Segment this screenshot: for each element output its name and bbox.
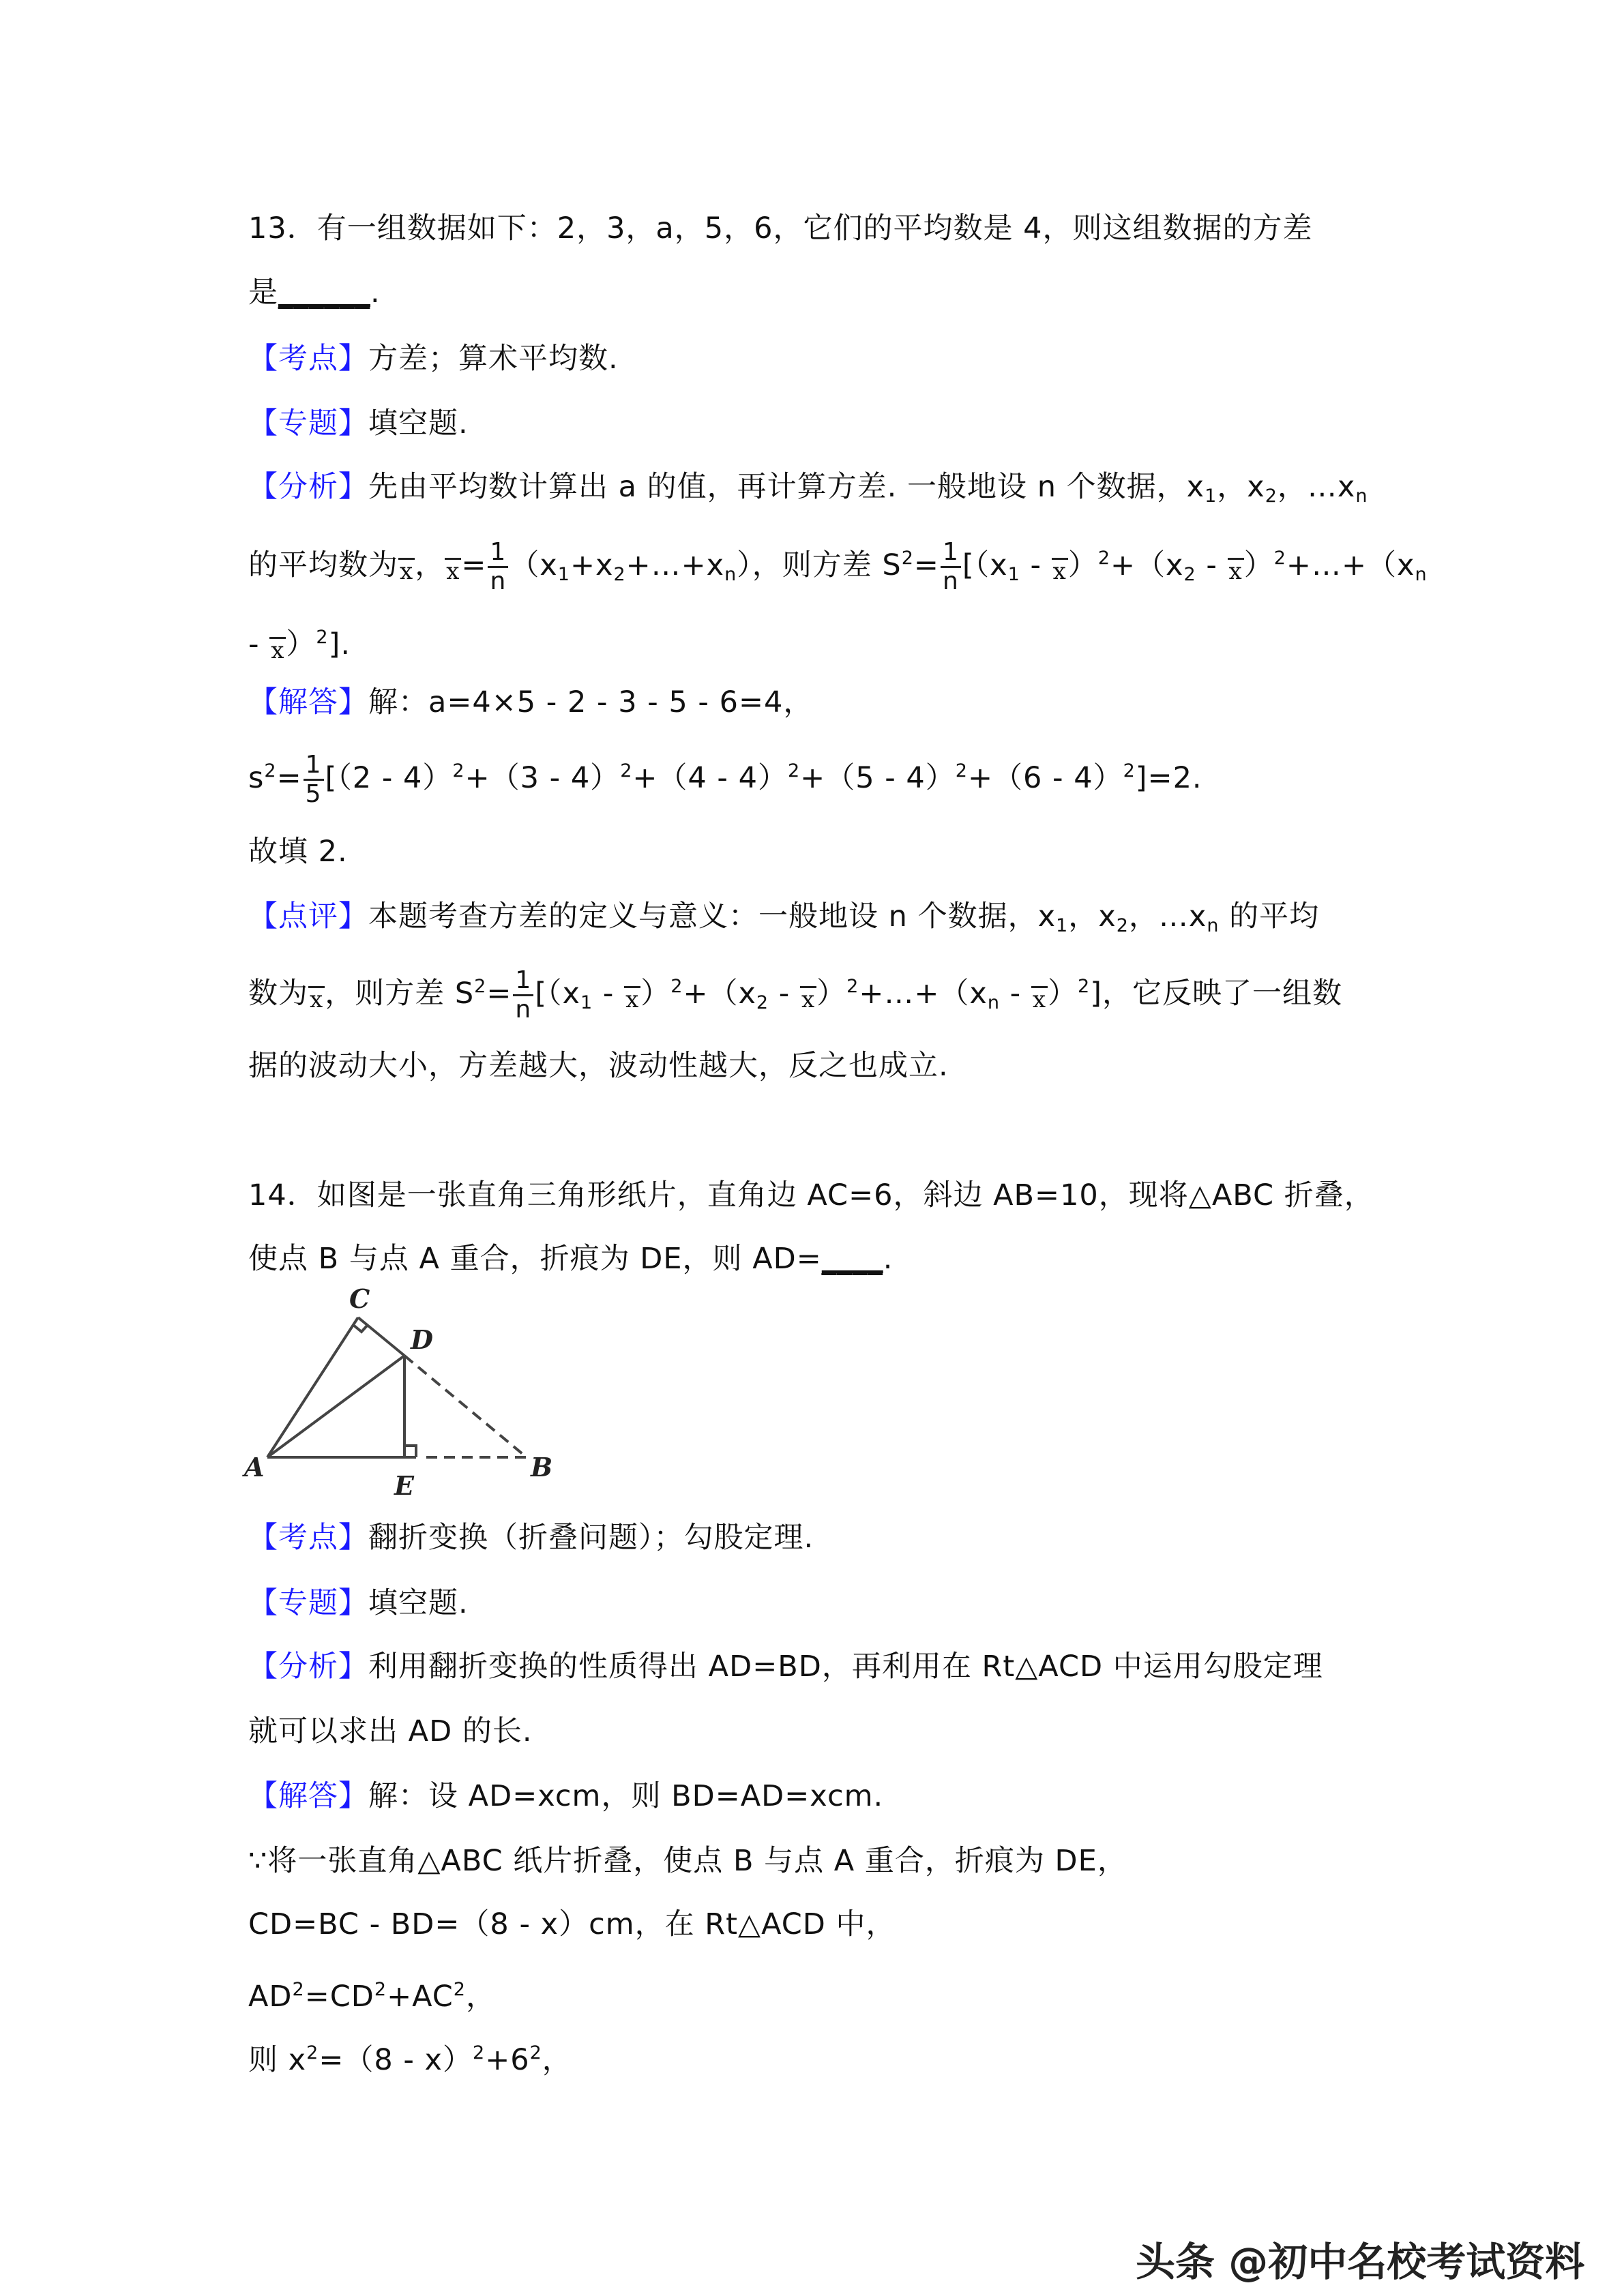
text-run: CD=BC - BD=（8 - x）cm，在 Rt△ACD 中， (248, 1907, 896, 1941)
dashed-db (404, 1356, 527, 1457)
text-run: = (461, 548, 487, 582)
text-run: 使点 B 与点 A 重合，折痕为 DE，则 AD= (248, 1242, 822, 1276)
denominator: n (515, 996, 532, 1024)
section-tag: 【解答】 (248, 1779, 368, 1813)
fraction (304, 751, 324, 808)
text-run: [（x (535, 976, 581, 1011)
text-run: 13．有一组数据如下：2，3，a，5，6，它们的平均数是 4，则这组数据的方差 (248, 211, 1313, 245)
text-run: 填空题. (368, 1586, 469, 1620)
text-run: 利用翻折变换的性质得出 AD=BD，再利用在 Rt△ACD 中运用勾股定理 (368, 1650, 1323, 1684)
text-line (248, 967, 1342, 1024)
subscript: 2 (1116, 915, 1129, 936)
mean-x-bar: x (271, 637, 285, 664)
text-run: 解：设 AD=xcm，则 BD=AD=xcm. (368, 1779, 884, 1813)
text-line (248, 1584, 469, 1622)
text-run: +（x (1110, 548, 1184, 582)
fraction (488, 539, 508, 595)
superscript: 2 (292, 1979, 305, 2000)
label-b: B (531, 1452, 553, 1482)
text-run: 的平均数为 (248, 548, 398, 582)
text-run: ∵将一张直角△ABC 纸片折叠，使点 B 与点 A 重合，折痕为 DE， (248, 1844, 1127, 1878)
text-run: - (1196, 548, 1228, 582)
right-angle-c (353, 1325, 368, 1332)
subscript: 1 (1007, 564, 1020, 585)
text-run: ]. (328, 627, 351, 661)
subscript: n (987, 992, 1000, 1013)
label-c: C (349, 1283, 370, 1314)
text-run: ]，它反映了一组数 (1090, 976, 1342, 1011)
right-angle-e (404, 1446, 416, 1457)
denominator: n (490, 567, 507, 595)
section-tag: 【专题】 (248, 406, 368, 441)
mean-x-bar: x (1032, 986, 1047, 1013)
superscript: 2 (474, 976, 487, 997)
mean-x-bar: x (625, 986, 640, 1013)
text-run: ） (1067, 548, 1098, 582)
mean-x-bar: x (310, 986, 324, 1013)
text-run: ， (465, 1980, 496, 2014)
text-line (248, 683, 813, 721)
text-run: 先由平均数计算出 a 的值，再计算方差. 一般地设 n 个数据，x (368, 470, 1205, 504)
text-run: +AC (387, 1980, 454, 2014)
superscript: 2 (316, 627, 329, 648)
denominator: 5 (305, 780, 322, 808)
numerator: 1 (304, 751, 324, 781)
subscript: 1 (557, 564, 570, 585)
superscript: 2 (264, 760, 277, 781)
side-cd (358, 1317, 404, 1356)
answer-blank: ______ (278, 275, 370, 310)
superscript: 2 (670, 976, 683, 997)
text-run: =（8 - x） (319, 2043, 473, 2077)
fraction (513, 967, 533, 1024)
superscript: 2 (787, 760, 801, 781)
section-tag: 【考点】 (248, 342, 368, 376)
text-run: ]=2. (1135, 761, 1202, 795)
superscript: 2 (1123, 760, 1136, 781)
section-tag: 【分析】 (248, 470, 368, 504)
text-run: （x (510, 548, 558, 582)
text-run: +（x (683, 976, 756, 1011)
mean-x-bar: x (1052, 558, 1067, 585)
text-line (248, 1648, 1323, 1686)
text-run: ） (286, 627, 316, 661)
text-run: - (593, 976, 625, 1011)
denominator: n (942, 567, 959, 595)
text-run: [（x (962, 548, 1008, 582)
text-run: ，x (1217, 470, 1265, 504)
subscript: 1 (1056, 915, 1069, 936)
text-line (248, 273, 381, 312)
superscript: 2 (901, 548, 914, 569)
text-run: ，x (1068, 899, 1117, 934)
text-run: ） (1048, 976, 1078, 1011)
label-d: D (411, 1324, 433, 1355)
text-run: ） (640, 976, 671, 1011)
superscript: 2 (453, 1979, 466, 2000)
watermark: 头条 @初中名校考试资料 (1136, 2239, 1585, 2285)
text-run: - (999, 976, 1031, 1011)
text-run: 翻折变换（折叠问题）；勾股定理. (368, 1521, 814, 1555)
mean-x-bar: x (801, 986, 816, 1013)
text-run: 则 x (248, 2043, 307, 2077)
mean-x-bar: x (1228, 558, 1243, 585)
segment-ad (267, 1356, 404, 1457)
side-ac (267, 1317, 358, 1457)
superscript: 2 (1273, 548, 1286, 569)
text-run: 的平均 (1219, 899, 1320, 934)
text-run: ， (542, 2043, 572, 2077)
superscript: 2 (1097, 548, 1111, 569)
subscript: 2 (756, 992, 769, 1013)
numerator: 1 (941, 539, 961, 568)
text-run: +（5 - 4） (800, 761, 956, 795)
text-run: [（2 - 4） (325, 761, 453, 795)
subscript: 2 (1183, 564, 1196, 585)
superscript: 2 (306, 2042, 319, 2063)
superscript: 2 (1078, 976, 1091, 997)
section-tag: 【考点】 (248, 1521, 368, 1555)
subscript: n (724, 564, 737, 585)
text-run: = (913, 548, 939, 582)
text-run: ， (415, 548, 445, 582)
text-run: 是 (248, 275, 278, 310)
text-line (248, 618, 351, 664)
text-run: +（3 - 4） (464, 761, 621, 795)
text-run: 据的波动大小，方差越大，波动性越大，反之也成立. (248, 1049, 949, 1083)
superscript: 2 (620, 760, 633, 781)
fraction (941, 539, 961, 595)
superscript: 2 (955, 760, 968, 781)
text-run: +x (570, 548, 614, 582)
text-run: = (486, 976, 512, 1011)
text-run: 故填 2. (248, 835, 348, 869)
subscript: 1 (580, 992, 593, 1013)
subscript: n (1207, 915, 1220, 936)
text-run: 本题考查方差的定义与意义：一般地设 n 个数据，x (368, 899, 1057, 934)
text-run: - (769, 976, 800, 1011)
text-line (248, 1047, 949, 1085)
text-run: 方差；算术平均数. (368, 342, 619, 376)
text-run: - (248, 627, 270, 661)
text-run: 就可以求出 AD 的长. (248, 1714, 533, 1748)
text-line (248, 404, 469, 443)
subscript: 2 (1265, 486, 1278, 507)
label-a: A (244, 1452, 265, 1482)
text-line (248, 1777, 883, 1815)
subscript: 1 (1205, 486, 1217, 507)
answer-blank: ____ (821, 1242, 883, 1276)
text-run: = (276, 761, 302, 795)
text-run: ） (816, 976, 847, 1011)
text-run: =CD (304, 1980, 374, 2014)
text-run: 填空题. (368, 406, 469, 441)
text-line (248, 1712, 533, 1750)
text-run: 数为 (248, 976, 308, 1011)
text-line (248, 1519, 814, 1557)
text-run: . (370, 275, 381, 310)
text-run: ，则方差 S (325, 976, 475, 1011)
superscript: 2 (529, 2042, 542, 2063)
text-run: ），则方差 S (737, 548, 902, 582)
text-line (248, 209, 1313, 248)
text-run: - (1020, 548, 1052, 582)
text-run: +…+x (625, 548, 725, 582)
text-line (248, 1240, 893, 1278)
text-line (248, 751, 1202, 808)
text-line (248, 340, 619, 378)
text-line (248, 897, 1319, 945)
text-line (248, 1971, 496, 2016)
text-line (248, 1842, 1127, 1880)
subscript: n (1415, 564, 1428, 585)
text-run: +6 (485, 2043, 530, 2077)
text-run: ） (1243, 548, 1274, 582)
superscript: 2 (374, 1979, 387, 2000)
subscript: n (1355, 486, 1368, 507)
text-line (248, 1176, 1374, 1214)
text-run: ，…x (1277, 470, 1356, 504)
text-run: 14．如图是一张直角三角形纸片，直角边 AC=6，斜边 AB=10，现将△ABC 折叠， (248, 1178, 1374, 1212)
text-line (248, 1905, 896, 1943)
text-line (248, 539, 1428, 595)
superscript: 2 (846, 976, 859, 997)
text-run: +（4 - 4） (632, 761, 788, 795)
text-run: 解：a=4×5 - 2 - 3 - 5 - 6=4， (368, 685, 814, 719)
label-e: E (394, 1470, 414, 1501)
text-line (248, 833, 348, 871)
section-tag: 【专题】 (248, 1586, 368, 1620)
subscript: 2 (613, 564, 626, 585)
section-tag: 【分析】 (248, 1650, 368, 1684)
text-run: ，…x (1128, 899, 1207, 934)
mean-x-bar: x (446, 558, 460, 585)
numerator: 1 (513, 967, 533, 996)
section-tag: 【解答】 (248, 685, 368, 719)
text-line (248, 468, 1368, 516)
section-tag: 【点评】 (248, 899, 368, 934)
text-run: . (883, 1242, 894, 1276)
text-run: s (248, 761, 265, 795)
text-run: +…+（x (859, 976, 988, 1011)
text-run: +…+（x (1286, 548, 1415, 582)
numerator: 1 (488, 539, 508, 568)
text-line (248, 2034, 572, 2079)
superscript: 2 (473, 2042, 486, 2063)
text-run: +（6 - 4） (967, 761, 1123, 795)
mean-x-bar: x (400, 558, 414, 585)
text-run: AD (248, 1980, 293, 2014)
superscript: 2 (452, 760, 465, 781)
